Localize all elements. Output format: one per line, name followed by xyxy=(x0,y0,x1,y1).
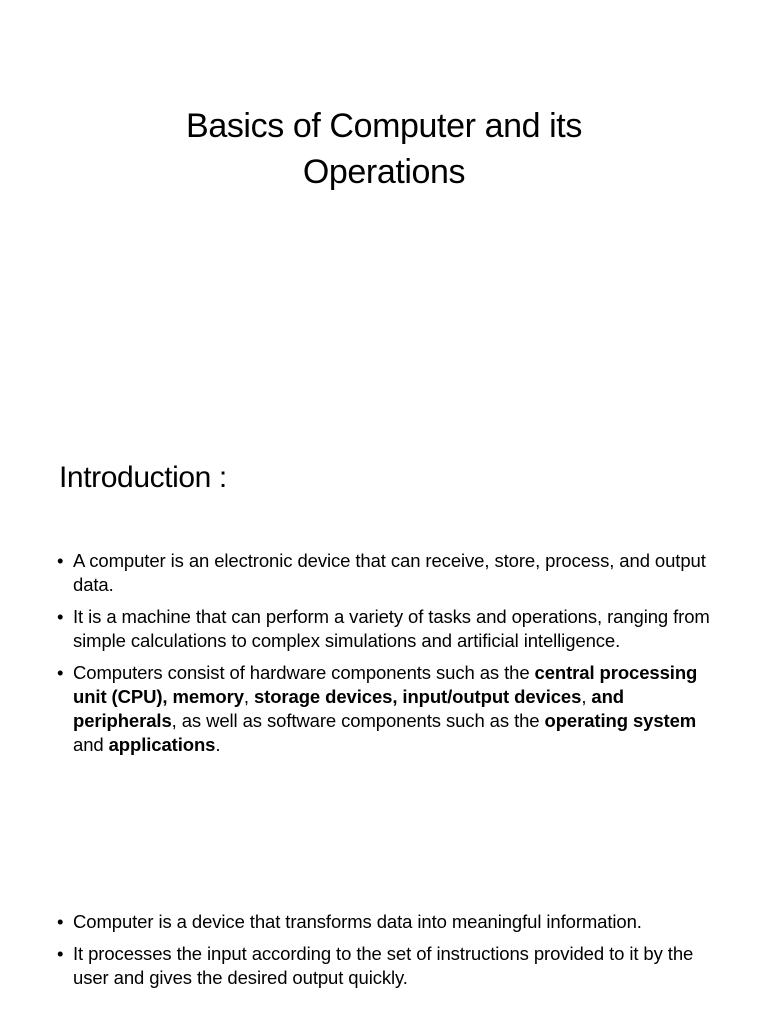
bullet-text: It processes the input according to the set of instructions provided to it by the user and gives the desired output quickly. xyxy=(73,943,694,988)
text-run: . xyxy=(215,734,221,755)
bullet-item xyxy=(57,605,727,653)
slide-title xyxy=(0,103,768,195)
bullet-icon: • xyxy=(57,550,64,571)
slide-title-line-1: Basics of Computer and its xyxy=(186,106,582,145)
text-run: , xyxy=(243,686,254,707)
text-run: , as well as software components such as the xyxy=(171,710,545,731)
text-run: and xyxy=(73,734,109,755)
bullet-text: It is a machine that can perform a variety of tasks and operations, ranging from simple calculations to complex simulations and artificial intelligence. xyxy=(73,606,710,651)
bold-term: storage devices, input/output devices xyxy=(253,686,582,707)
title-slide xyxy=(0,0,768,400)
bullet-icon: • xyxy=(57,943,64,964)
bullet-list xyxy=(57,910,727,998)
definition-slide xyxy=(0,830,768,1024)
introduction-slide xyxy=(0,400,768,830)
bullet-list xyxy=(57,549,727,765)
slide-heading: Introduction : xyxy=(59,461,227,494)
bullet-text xyxy=(73,662,697,755)
bullet-icon: • xyxy=(57,911,64,932)
bullet-item xyxy=(57,549,727,597)
bold-term: operating system xyxy=(544,710,697,731)
bullet-icon: • xyxy=(57,606,64,627)
bullet-text: A computer is an electronic device that can receive, store, process, and output data. xyxy=(73,550,706,595)
bullet-icon: • xyxy=(57,662,64,683)
bullet-item xyxy=(57,910,727,934)
slide-title-line-2: Operations xyxy=(302,152,466,191)
text-run: Computers consist of hardware components such as the xyxy=(73,662,535,683)
bold-term: applications xyxy=(108,734,216,755)
text-run: , xyxy=(581,686,592,707)
bullet-item xyxy=(57,942,727,990)
bold-term: and peripherals xyxy=(73,686,624,731)
bullet-item xyxy=(57,661,727,757)
bold-term: central processing unit (CPU), memory xyxy=(73,662,698,707)
bullet-text: Computer is a device that transforms data into meaningful information. xyxy=(73,911,642,932)
